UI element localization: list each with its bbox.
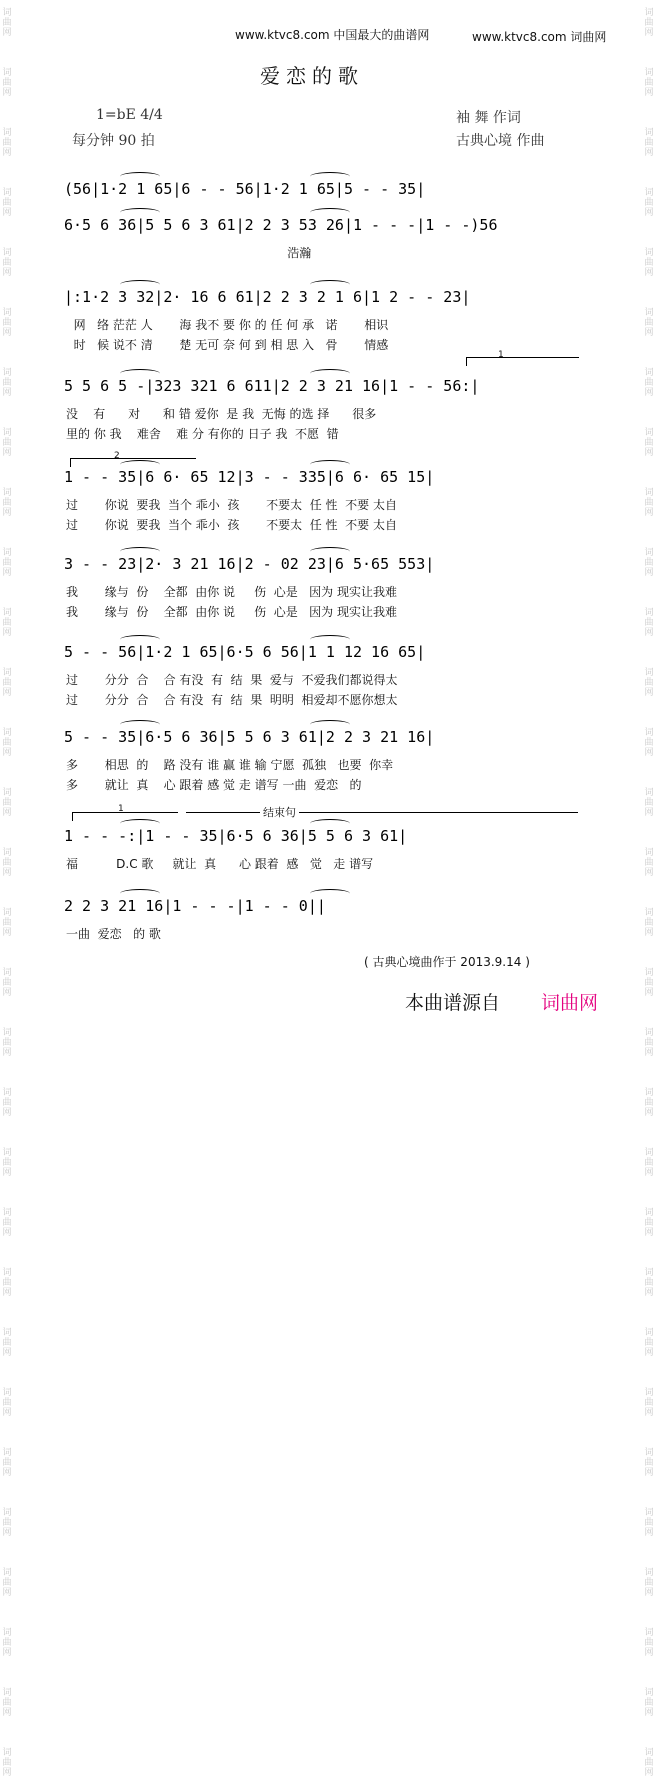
slur-arc [120,280,160,289]
watermark-text: 词曲网 [2,1748,12,1778]
watermark-text: 词曲网 [2,608,12,638]
watermark-text: 词曲网 [644,368,654,398]
watermark-text: 词曲网 [644,1148,654,1178]
watermark-text: 词曲网 [644,1208,654,1238]
watermark-text: 词曲网 [644,1448,654,1478]
slur-arc [120,208,160,217]
notation-row: 3 - - 23|2· 3 21 16|2 - 02 23|6 5·65 553| [64,555,435,573]
slur-arc [310,720,350,729]
watermark-text: 词曲网 [2,788,12,818]
key-meter: 1=bE 4/4 [96,107,163,123]
watermark-text: 词曲网 [2,1088,12,1118]
watermark-text: 词曲网 [2,368,12,398]
slur-arc [120,172,160,181]
watermark-text: 词曲网 [644,608,654,638]
lyric-line: 我 缘与 份 全都 由你 说 伤 心是 因为 现实让我难 [66,585,397,599]
slur-arc [310,280,350,289]
slur-arc [310,172,350,181]
watermark-text: 词曲网 [644,788,654,818]
lyric-line: 多 相思 的 路 没有 谁 赢 谁 输 宁愿 孤独 也要 你幸 [66,758,394,772]
watermark-text: 词曲网 [2,308,12,338]
watermark-text: 词曲网 [2,1508,12,1538]
composer-credit: 古典心境 作曲 [456,133,545,149]
slur-arc [310,208,350,217]
watermark-column-right [642,0,656,1778]
slur-arc [310,889,350,898]
watermark-text: 词曲网 [644,8,654,38]
volta-1-end-bracket [72,812,178,821]
notation-row: 5 - - 35|6·5 6 36|5 5 6 3 61|2 2 3 21 16| [64,728,435,746]
lyricist-credit: 袖 舞 作词 [456,110,521,126]
watermark-text: 词曲网 [2,1448,12,1478]
watermark-text: 词曲网 [644,728,654,758]
notation-row: 5 5 6 5 -|323 321 6 611|2 2 3 21 16|1 - - 56:| [64,377,480,395]
watermark-text: 词曲网 [2,1028,12,1058]
slur-arc [310,819,350,828]
watermark-text: 词曲网 [2,1148,12,1178]
watermark-text: 词曲网 [644,248,654,278]
volta-1-end-label: 1 [118,804,124,814]
composed-note: ( 古典心境曲作于 2013.9.14 ) [364,955,530,969]
lyric-line: 过 分分 合 合 有没 有 结 果 明明 相爱却不愿你想太 [66,693,398,707]
end-phrase-label: 结束句 [260,804,299,820]
watermark-text: 词曲网 [2,848,12,878]
watermark-text: 词曲网 [2,908,12,938]
slur-arc [120,369,160,378]
watermark-text: 词曲网 [644,1688,654,1718]
volta-2-bracket [70,458,196,467]
watermark-text: 词曲网 [644,1628,654,1658]
watermark-text: 词曲网 [644,1388,654,1418]
lyric-line: 过 你说 要我 当个 乖小 孩 不要太 任 性 不要 太自 [66,498,397,512]
watermark-text: 词曲网 [644,128,654,158]
watermark-text: 词曲网 [2,1628,12,1658]
watermark-text: 词曲网 [644,908,654,938]
watermark-text: 词曲网 [2,548,12,578]
watermark-text: 词曲网 [2,1388,12,1418]
watermark-column-left [0,0,14,1778]
lyric-line: 没 有 对 和 错 爱你 是 我 无悔 的选 择 很多 [66,407,377,421]
song-title: 爱恋的歌 [260,64,364,88]
source-prefix: 本曲谱源自 [405,992,501,1014]
watermark-text: 词曲网 [644,968,654,998]
notation-row: (56|1·2 1 65|6 - - 56|1·2 1 65|5 - - 35| [64,180,426,198]
slur-arc [310,635,350,644]
site-right: www.ktvc8.com 词曲网 [472,30,607,44]
notation-row: 2 2 3 21 16|1 - - -|1 - - 0|| [64,897,326,915]
notation-row: 5 - - 56|1·2 1 65|6·5 6 56|1 1 12 16 65| [64,643,426,661]
lyric-line: 过 你说 要我 当个 乖小 孩 不要太 任 性 不要 太自 [66,518,397,532]
watermark-text: 词曲网 [2,128,12,158]
watermark-text: 词曲网 [2,1688,12,1718]
watermark-text: 词曲网 [644,1028,654,1058]
watermark-text: 词曲网 [2,8,12,38]
lyric-line: 一曲 爱恋 的 歌 [66,927,161,941]
slur-arc [120,547,160,556]
watermark-text: 词曲网 [644,668,654,698]
watermark-text: 词曲网 [644,1508,654,1538]
watermark-text: 词曲网 [2,1268,12,1298]
watermark-text: 词曲网 [644,1328,654,1358]
volta-1-label: 1 [498,350,504,360]
watermark-text: 词曲网 [644,1268,654,1298]
watermark-text: 词曲网 [644,1748,654,1778]
lyric-line: 福 D.C 歌 就让 真 心 跟着 感 觉 走 谱写 [66,857,374,871]
slur-arc [310,460,350,469]
notation-row: 6·5 6 36|5 5 6 3 61|2 2 3 53 26|1 - - -|1 - -)56 [64,216,498,234]
tempo: 每分钟 90 拍 [72,133,155,149]
watermark-text: 词曲网 [644,848,654,878]
notation-row: 1 - - -:|1 - - 35|6·5 6 36|5 5 6 3 61| [64,827,408,845]
watermark-text: 词曲网 [2,428,12,458]
watermark-text: 词曲网 [2,488,12,518]
watermark-text: 词曲网 [644,428,654,458]
watermark-text: 词曲网 [644,308,654,338]
source-brand[interactable]: 词曲网 [541,992,599,1014]
volta-1-bracket [466,357,579,366]
watermark-text: 词曲网 [644,68,654,98]
slur-arc [120,635,160,644]
watermark-text: 词曲网 [2,68,12,98]
watermark-text: 词曲网 [644,1088,654,1118]
watermark-text: 词曲网 [2,968,12,998]
lyric-line: 时 候 说不 清 楚 无可 奈 何 到 相 思 入 骨 情感 [66,338,389,352]
lyric-line: 里的 你 我 难舍 难 分 有你的 日子 我 不愿 错 [66,427,339,441]
watermark-text: 词曲网 [644,548,654,578]
notation-row: 1 - - 35|6 6· 65 12|3 - - 335|6 6· 65 15| [64,468,435,486]
lyric-line: 网 络 茫茫 人 海 我不 要 你 的 任 何 承 诺 相识 [66,318,389,332]
site-left: www.ktvc8.com 中国最大的曲谱网 [235,28,430,42]
lyric-line: 多 就让 真 心 跟着 感 觉 走 谱写 一曲 爱恋 的 [66,778,362,792]
slur-arc [120,889,160,898]
slur-arc [310,369,350,378]
watermark-text: 词曲网 [2,188,12,218]
lyric-line: 浩瀚 [66,246,312,260]
lyric-line: 过 分分 合 合 有没 有 结 果 爱与 不爱我们都说得太 [66,673,398,687]
slur-arc [120,720,160,729]
notation-row: |:1·2 3 32|2· 16 6 61|2 2 3 2 1 6|1 2 - - 23| [64,288,471,306]
watermark-text: 词曲网 [644,1568,654,1598]
end-phrase-line [186,812,578,813]
slur-arc [310,547,350,556]
watermark-text: 词曲网 [2,248,12,278]
watermark-text: 词曲网 [2,1568,12,1598]
watermark-text: 词曲网 [2,668,12,698]
watermark-text: 词曲网 [2,1208,12,1238]
watermark-text: 词曲网 [2,728,12,758]
watermark-text: 词曲网 [644,188,654,218]
volta-2-label: 2 [114,451,120,461]
watermark-text: 词曲网 [644,488,654,518]
lyric-line: 我 缘与 份 全都 由你 说 伤 心是 因为 现实让我难 [66,605,397,619]
watermark-text: 词曲网 [2,1328,12,1358]
